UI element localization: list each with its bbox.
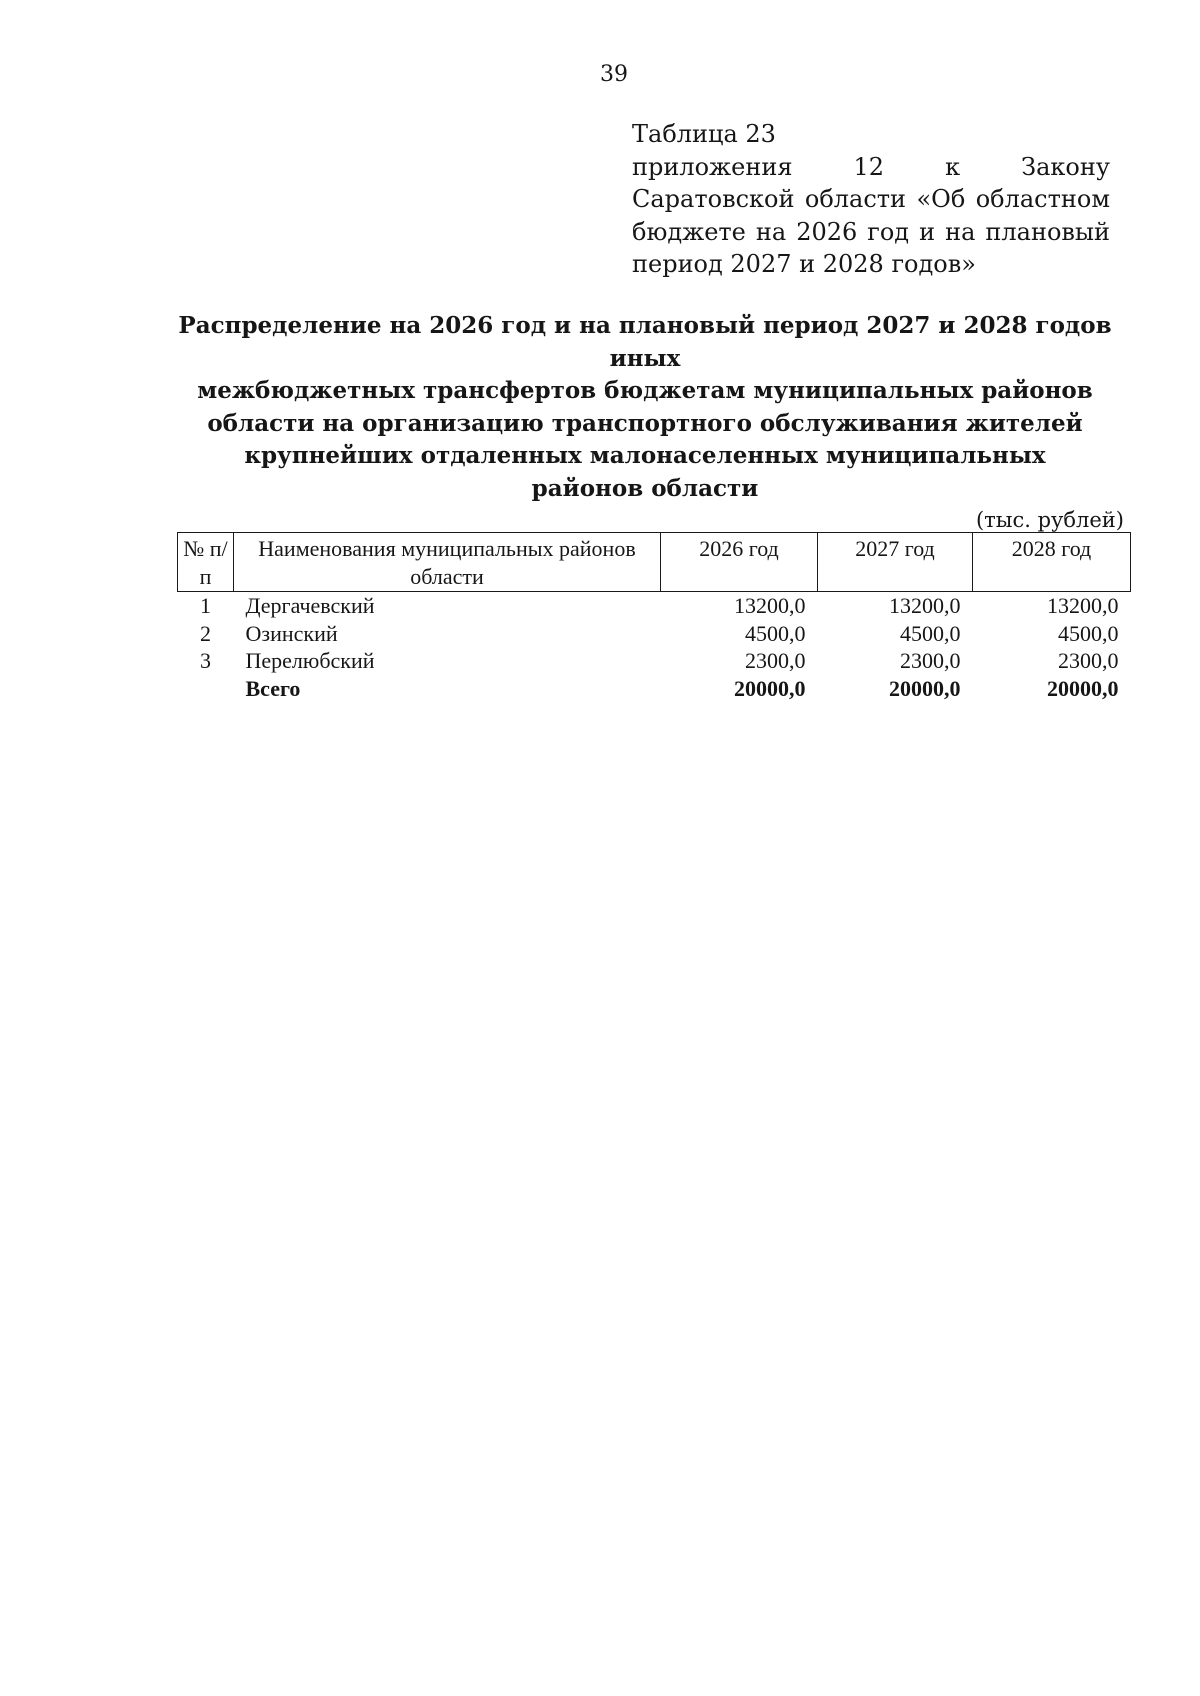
district-name: Дергачевский bbox=[245, 593, 375, 618]
total-2027: 20000,0 bbox=[889, 675, 961, 701]
value-2028: 2300,0 bbox=[1058, 648, 1119, 673]
document-title bbox=[150, 310, 1140, 505]
appendix-reference bbox=[632, 118, 1110, 281]
header-district-name: Наименования муниципальных районов области bbox=[234, 533, 661, 592]
header-2026: 2026 год bbox=[661, 533, 818, 592]
title-line: межбюджетных трансфертов бюджетам муниципальных районов bbox=[197, 377, 1093, 404]
title-line: области на организацию транспортного обслуживания жителей bbox=[207, 409, 1083, 437]
title-line: крупнейших отдаленных малонаселенных муниципальных bbox=[244, 442, 1046, 469]
header-2027: 2027 год bbox=[818, 533, 973, 592]
title-line: районов области bbox=[531, 474, 759, 502]
total-2028: 20000,0 bbox=[1047, 675, 1119, 701]
value-2027: 13200,0 bbox=[889, 593, 961, 618]
table-row bbox=[178, 620, 1131, 648]
table-header-row bbox=[178, 533, 1131, 592]
total-row bbox=[178, 675, 1131, 703]
value-2026: 4500,0 bbox=[745, 620, 806, 646]
row-number: 3 bbox=[200, 648, 211, 673]
header-number: № п/п bbox=[178, 533, 234, 592]
value-2028: 13200,0 bbox=[1047, 593, 1119, 618]
value-2026: 13200,0 bbox=[734, 593, 806, 618]
value-2027: 4500,0 bbox=[900, 620, 961, 646]
table-label: Таблица 23 bbox=[632, 120, 776, 148]
table-row bbox=[178, 647, 1131, 675]
total-label: Всего bbox=[245, 675, 301, 701]
row-number: 1 bbox=[200, 593, 211, 618]
title-line: Распределение на 2026 год и на плановый период 2027 и 2028 годов иных bbox=[178, 312, 1112, 372]
transfers-table bbox=[177, 532, 1131, 702]
value-2028: 4500,0 bbox=[1058, 620, 1119, 646]
total-2026: 20000,0 bbox=[734, 675, 806, 701]
header-2028: 2028 год bbox=[973, 533, 1131, 592]
page-number: 39 bbox=[600, 62, 628, 87]
units-note: (тыс. рублей) bbox=[975, 508, 1124, 532]
table-row bbox=[178, 592, 1131, 620]
value-2026: 2300,0 bbox=[745, 648, 806, 673]
row-number: 2 bbox=[200, 620, 211, 646]
district-name: Перелюбский bbox=[245, 648, 375, 673]
appendix-text: приложения 12 к Закону Саратовской области «Об областном бюджете на 2026 год и на плановый период 2027 и 2028 годов» bbox=[632, 152, 1110, 278]
value-2027: 2300,0 bbox=[900, 648, 961, 673]
district-name: Озинский bbox=[245, 620, 338, 646]
total-number-cell bbox=[178, 675, 234, 703]
